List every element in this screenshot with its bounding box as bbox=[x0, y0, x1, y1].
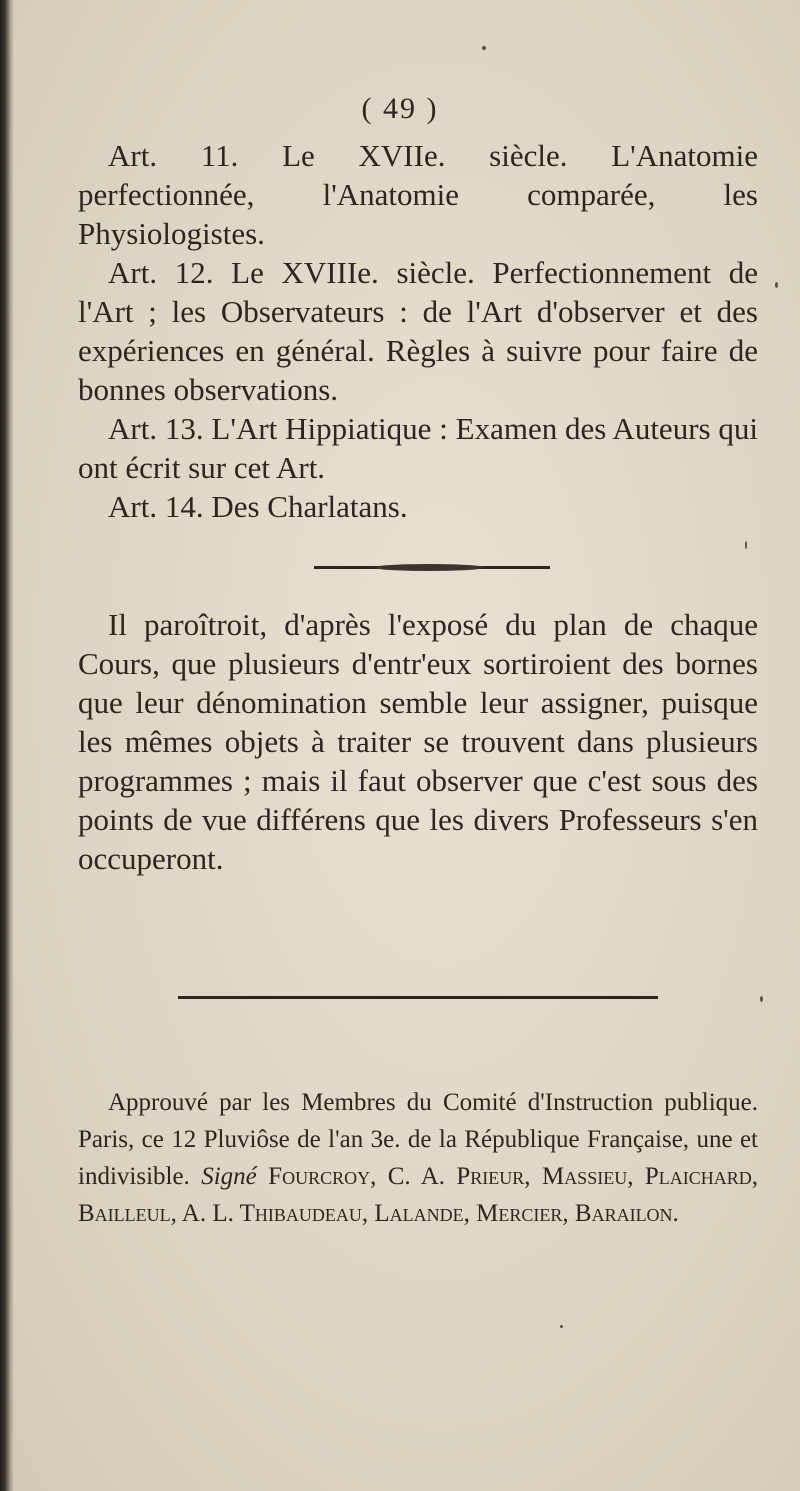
ornamental-rule bbox=[314, 566, 550, 569]
paper-speck bbox=[775, 282, 778, 288]
body-paragraph: Il paroîtroit, d'après l'exposé du plan de chaque Cours, que plusieurs d'entr'eux sortiroient des bornes que leur dénomination semble leur assigner, puisque les mêmes objets à traiter se trouvent dans plusieurs programmes ; mais il faut observer que c'est sous des points de vue différens que les divers Professeurs s'en occuperont. bbox=[78, 607, 758, 876]
article-14: Art. 14. Des Charlatans. bbox=[108, 489, 408, 524]
paper-speck bbox=[482, 46, 486, 50]
article-13: Art. 13. L'Art Hippiatique : Examen des Auteurs qui ont écrit sur cet Art. bbox=[78, 411, 758, 485]
approval-block bbox=[78, 1084, 758, 1232]
signatories: Fourcroy, C. A. Prieur, Massieu, Plaichard, Bailleul, A. L. Thibaudeau, Lalande, Mercier, Barailon. bbox=[78, 1163, 759, 1227]
paper-speck bbox=[760, 996, 763, 1002]
paper-speck bbox=[560, 1325, 563, 1328]
signe-label: Signé bbox=[201, 1163, 257, 1190]
article-12: Art. 12. Le XVIIIe. siècle. Perfectionnement de l'Art ; les Observateurs : de l'Art d'observer et des expériences en général. Règles à suivre pour faire de bonnes observations. bbox=[78, 255, 758, 407]
approval-text: Approuvé par les Membres du Comité d'Instruction publique. Paris, ce 12 Pluviôse de l'an 3e. de la République Française, une et indivisible. bbox=[78, 1089, 758, 1190]
body-text bbox=[78, 605, 758, 878]
section-divider bbox=[178, 996, 658, 999]
page-number: ( 49 ) bbox=[361, 92, 439, 125]
paper-speck bbox=[745, 541, 747, 549]
article-11: Art. 11. Le XVIIe. siècle. L'Anatomie perfectionnée, l'Anatomie comparée, les Physiologistes. bbox=[78, 138, 758, 251]
articles-list bbox=[78, 136, 758, 526]
approval-paragraph bbox=[78, 1084, 758, 1232]
binding-shadow bbox=[0, 0, 14, 1491]
